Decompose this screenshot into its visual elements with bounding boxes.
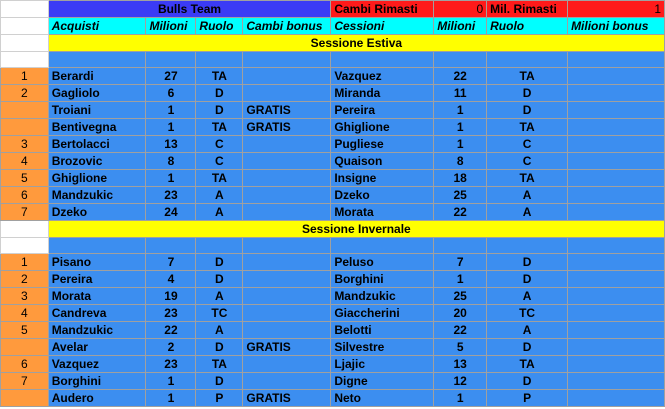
row-number: 1	[1, 68, 49, 85]
milioni-bonus	[568, 136, 665, 153]
col-ruolo-out: Ruolo	[487, 18, 568, 35]
table-row	[1, 68, 665, 85]
acquisto-name: Berardi	[48, 68, 146, 85]
acquisto-name: Gagliolo	[48, 85, 146, 102]
milioni-bonus	[568, 339, 665, 356]
acquisto-name: Dzeko	[48, 204, 146, 221]
cessione-name: Insigne	[331, 170, 434, 187]
acquisto-name: Vazquez	[48, 356, 146, 373]
cessione-name: Ghiglione	[331, 119, 434, 136]
cambi-bonus	[243, 136, 331, 153]
corner-cell	[1, 18, 49, 35]
acquisto-name: Pereira	[48, 271, 146, 288]
acquisto-name: Candreva	[48, 305, 146, 322]
acquisto-name: Troiani	[48, 102, 146, 119]
row-number: 3	[1, 288, 49, 305]
corner-cell	[1, 221, 49, 238]
row-number: 2	[1, 85, 49, 102]
cessione-ruolo: A	[487, 288, 568, 305]
milioni-bonus	[568, 305, 665, 322]
acquisto-ruolo: A	[196, 187, 243, 204]
acquisto-ruolo: C	[196, 153, 243, 170]
cessione-name: Mandzukic	[331, 288, 434, 305]
cessione-milioni: 25	[434, 187, 487, 204]
milioni-bonus	[568, 187, 665, 204]
table-row	[1, 85, 665, 102]
cessione-ruolo: C	[487, 136, 568, 153]
cessione-milioni: 1	[434, 102, 487, 119]
acquisto-milioni: 1	[146, 119, 196, 136]
acquisto-milioni: 23	[146, 305, 196, 322]
cambi-bonus	[243, 204, 331, 221]
cessione-milioni: 5	[434, 339, 487, 356]
cessione-milioni: 12	[434, 373, 487, 390]
cambi-bonus: GRATIS	[243, 119, 331, 136]
col-acquisti: Acquisti	[48, 18, 146, 35]
empty-cell	[434, 52, 487, 68]
cessione-name: Giaccherini	[331, 305, 434, 322]
col-milioni-bonus: Milioni bonus	[568, 18, 665, 35]
acquisto-name: Mandzukic	[48, 322, 146, 339]
col-ruolo: Ruolo	[196, 18, 243, 35]
cessione-name: Digne	[331, 373, 434, 390]
row-number: 6	[1, 187, 49, 204]
row-number: 4	[1, 305, 49, 322]
milioni-bonus	[568, 373, 665, 390]
cambi-rimasti-value: 0	[434, 1, 487, 18]
milioni-bonus	[568, 204, 665, 221]
empty-cell	[146, 52, 196, 68]
empty-cell	[331, 52, 434, 68]
session-title-row	[1, 221, 665, 238]
session-title: Sessione Invernale	[48, 221, 664, 238]
col-milioni-out: Milioni	[434, 18, 487, 35]
milioni-bonus	[568, 271, 665, 288]
cessione-milioni: 25	[434, 288, 487, 305]
cessione-milioni: 1	[434, 390, 487, 407]
empty-cell	[48, 238, 146, 254]
row-number	[1, 339, 49, 356]
table-row	[1, 187, 665, 204]
cambi-bonus	[243, 373, 331, 390]
cessione-ruolo: D	[487, 373, 568, 390]
session-title: Sessione Estiva	[48, 35, 664, 52]
empty-cell	[243, 52, 331, 68]
row-number: 7	[1, 204, 49, 221]
acquisto-ruolo: D	[196, 102, 243, 119]
cambi-bonus	[243, 271, 331, 288]
cambi-bonus	[243, 85, 331, 102]
milioni-bonus	[568, 356, 665, 373]
cambi-bonus: GRATIS	[243, 102, 331, 119]
acquisto-ruolo: D	[196, 271, 243, 288]
cessione-ruolo: TA	[487, 68, 568, 85]
cessione-name: Pereira	[331, 102, 434, 119]
cambi-bonus: GRATIS	[243, 390, 331, 407]
cessione-milioni: 1	[434, 119, 487, 136]
cessione-milioni: 22	[434, 322, 487, 339]
cessione-name: Morata	[331, 204, 434, 221]
row-number: 3	[1, 136, 49, 153]
acquisto-ruolo: P	[196, 390, 243, 407]
empty-cell	[48, 52, 146, 68]
cessione-name: Silvestre	[331, 339, 434, 356]
table-row	[1, 170, 665, 187]
milioni-bonus	[568, 254, 665, 271]
acquisto-ruolo: TA	[196, 356, 243, 373]
empty-cell	[568, 238, 665, 254]
acquisto-ruolo: A	[196, 204, 243, 221]
milioni-bonus	[568, 153, 665, 170]
milioni-bonus	[568, 170, 665, 187]
acquisto-milioni: 4	[146, 271, 196, 288]
acquisto-milioni: 1	[146, 170, 196, 187]
acquisto-name: Avelar	[48, 339, 146, 356]
cessione-name: Dzeko	[331, 187, 434, 204]
cambi-bonus	[243, 288, 331, 305]
cessione-milioni: 18	[434, 170, 487, 187]
cambi-bonus	[243, 68, 331, 85]
title-row	[1, 1, 665, 18]
acquisto-milioni: 2	[146, 339, 196, 356]
acquisto-name: Pisano	[48, 254, 146, 271]
cessione-name: Ljajic	[331, 356, 434, 373]
acquisto-milioni: 6	[146, 85, 196, 102]
empty-cell	[487, 238, 568, 254]
empty-cell	[568, 52, 665, 68]
milioni-bonus	[568, 322, 665, 339]
cessione-ruolo: TA	[487, 356, 568, 373]
acquisto-ruolo: TC	[196, 305, 243, 322]
row-number	[1, 102, 49, 119]
table-row	[1, 254, 665, 271]
col-cambi-bonus: Cambi bonus	[243, 18, 331, 35]
session-title-row	[1, 35, 665, 52]
acquisto-name: Bentivegna	[48, 119, 146, 136]
cessione-ruolo: D	[487, 254, 568, 271]
cambi-bonus	[243, 170, 331, 187]
acquisto-milioni: 1	[146, 373, 196, 390]
table-row	[1, 339, 665, 356]
empty-cell	[196, 238, 243, 254]
cessione-name: Pugliese	[331, 136, 434, 153]
row-number	[1, 390, 49, 407]
cessione-ruolo: TA	[487, 170, 568, 187]
cessione-milioni: 11	[434, 85, 487, 102]
acquisto-name: Morata	[48, 288, 146, 305]
milioni-bonus	[568, 68, 665, 85]
empty-cell	[331, 238, 434, 254]
cessione-name: Neto	[331, 390, 434, 407]
acquisto-ruolo: D	[196, 85, 243, 102]
row-number	[1, 119, 49, 136]
cessione-ruolo: D	[487, 339, 568, 356]
milioni-bonus	[568, 288, 665, 305]
empty-cell	[487, 52, 568, 68]
acquisto-milioni: 23	[146, 356, 196, 373]
empty-cell	[243, 238, 331, 254]
cessione-name: Miranda	[331, 85, 434, 102]
spacer-row	[1, 238, 665, 254]
acquisto-milioni: 13	[146, 136, 196, 153]
cambi-bonus	[243, 254, 331, 271]
empty-cell	[434, 238, 487, 254]
cessione-milioni: 1	[434, 271, 487, 288]
acquisto-ruolo: D	[196, 373, 243, 390]
cessione-milioni: 20	[434, 305, 487, 322]
cessione-ruolo: TC	[487, 305, 568, 322]
acquisto-ruolo: D	[196, 254, 243, 271]
row-number: 4	[1, 153, 49, 170]
row-number: 5	[1, 322, 49, 339]
cessione-name: Quaison	[331, 153, 434, 170]
cessione-ruolo: D	[487, 271, 568, 288]
table-row	[1, 136, 665, 153]
milioni-bonus	[568, 102, 665, 119]
row-number: 5	[1, 170, 49, 187]
acquisto-ruolo: D	[196, 339, 243, 356]
empty-cell	[196, 52, 243, 68]
mil-rimasti-label: Mil. Rimasti	[487, 1, 568, 18]
corner-cell	[1, 52, 49, 68]
acquisto-name: Audero	[48, 390, 146, 407]
acquisto-name: Borghini	[48, 373, 146, 390]
cessione-ruolo: A	[487, 187, 568, 204]
acquisto-name: Brozovic	[48, 153, 146, 170]
table-row	[1, 322, 665, 339]
cambi-rimasti-label: Cambi Rimasti	[331, 1, 434, 18]
cambi-bonus	[243, 153, 331, 170]
row-number: 1	[1, 254, 49, 271]
cessione-milioni: 22	[434, 68, 487, 85]
table-row	[1, 102, 665, 119]
cessione-ruolo: A	[487, 204, 568, 221]
table-row	[1, 356, 665, 373]
acquisto-ruolo: A	[196, 322, 243, 339]
cessione-ruolo: D	[487, 102, 568, 119]
acquisto-ruolo: TA	[196, 170, 243, 187]
cessione-ruolo: P	[487, 390, 568, 407]
cessione-milioni: 13	[434, 356, 487, 373]
col-milioni: Milioni	[146, 18, 196, 35]
acquisto-milioni: 23	[146, 187, 196, 204]
acquisto-milioni: 24	[146, 204, 196, 221]
corner-cell	[1, 238, 49, 254]
cessione-name: Borghini	[331, 271, 434, 288]
cessione-name: Peluso	[331, 254, 434, 271]
cambi-bonus: GRATIS	[243, 339, 331, 356]
table-row	[1, 119, 665, 136]
corner-cell	[1, 35, 49, 52]
cessione-name: Belotti	[331, 322, 434, 339]
acquisto-milioni: 27	[146, 68, 196, 85]
cambi-bonus	[243, 305, 331, 322]
spacer-row	[1, 52, 665, 68]
column-header-row	[1, 18, 665, 35]
table-row	[1, 305, 665, 322]
corner-cell	[1, 1, 49, 18]
mil-rimasti-value: 1	[568, 1, 665, 18]
acquisto-ruolo: TA	[196, 68, 243, 85]
acquisto-milioni: 8	[146, 153, 196, 170]
cessione-milioni: 22	[434, 204, 487, 221]
table-row	[1, 390, 665, 407]
milioni-bonus	[568, 85, 665, 102]
acquisto-milioni: 1	[146, 390, 196, 407]
cessione-milioni: 1	[434, 136, 487, 153]
milioni-bonus	[568, 119, 665, 136]
table-row	[1, 288, 665, 305]
acquisto-ruolo: TA	[196, 119, 243, 136]
table-row	[1, 204, 665, 221]
cessione-ruolo: A	[487, 322, 568, 339]
row-number: 7	[1, 373, 49, 390]
acquisto-ruolo: A	[196, 288, 243, 305]
cambi-bonus	[243, 322, 331, 339]
acquisto-milioni: 22	[146, 322, 196, 339]
acquisto-ruolo: C	[196, 136, 243, 153]
acquisto-name: Mandzukic	[48, 187, 146, 204]
acquisto-milioni: 7	[146, 254, 196, 271]
cessione-name: Vazquez	[331, 68, 434, 85]
cambi-bonus	[243, 187, 331, 204]
cambi-bonus	[243, 356, 331, 373]
cessione-ruolo: D	[487, 85, 568, 102]
milioni-bonus	[568, 390, 665, 407]
col-cessioni: Cessioni	[331, 18, 434, 35]
cessione-milioni: 8	[434, 153, 487, 170]
row-number: 6	[1, 356, 49, 373]
cessione-milioni: 7	[434, 254, 487, 271]
acquisto-milioni: 19	[146, 288, 196, 305]
table-row	[1, 373, 665, 390]
cessione-ruolo: C	[487, 153, 568, 170]
acquisto-name: Bertolacci	[48, 136, 146, 153]
acquisto-milioni: 1	[146, 102, 196, 119]
cessione-ruolo: TA	[487, 119, 568, 136]
team-name: Bulls Team	[48, 1, 331, 18]
table-row	[1, 271, 665, 288]
table-row	[1, 153, 665, 170]
acquisto-name: Ghiglione	[48, 170, 146, 187]
empty-cell	[146, 238, 196, 254]
row-number: 2	[1, 271, 49, 288]
